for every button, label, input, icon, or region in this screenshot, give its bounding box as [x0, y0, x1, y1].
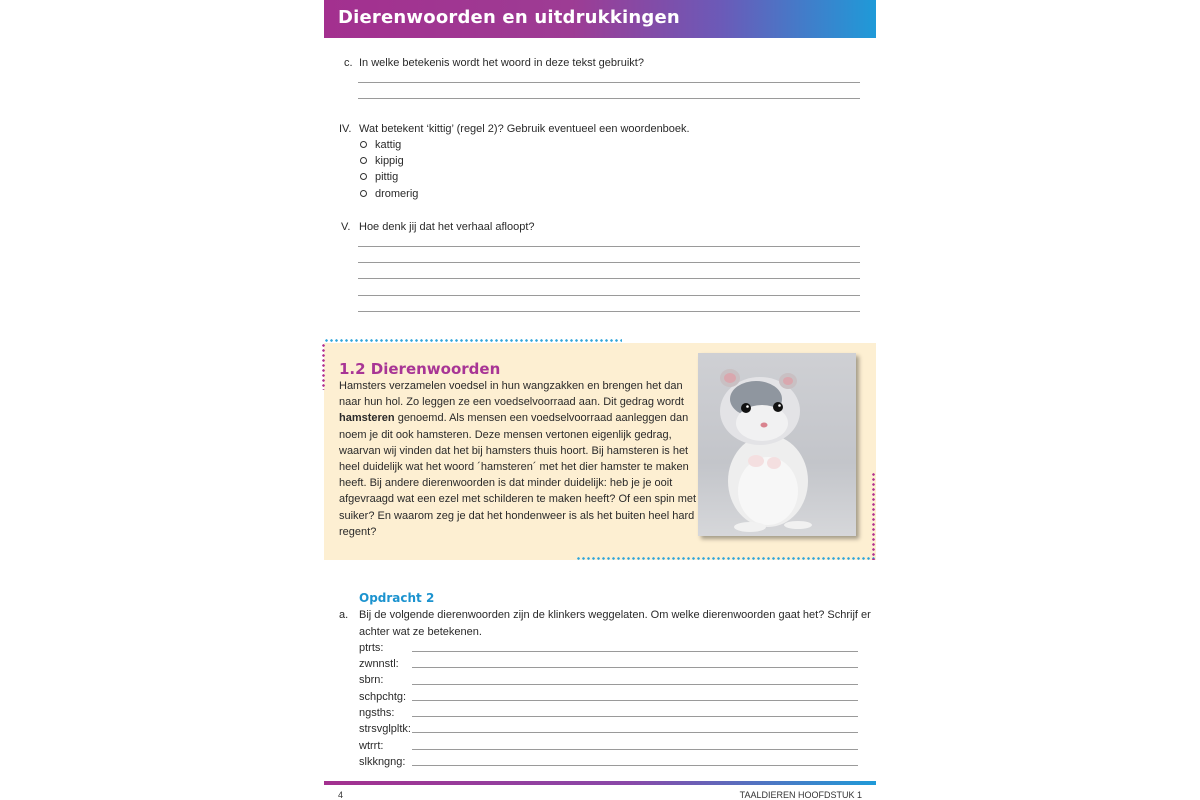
- assignment-marker: a.: [339, 609, 349, 621]
- answer-line[interactable]: [412, 700, 858, 701]
- question-iv-text: Wat betekent ‘kittig’ (regel 2)? Gebruik eventueel een woordenboek.: [359, 123, 690, 135]
- answer-line[interactable]: [412, 765, 858, 766]
- question-c-text: In welke betekenis wordt het woord in deze tekst gebruikt?: [359, 57, 644, 69]
- dotted-border-right: [872, 472, 875, 560]
- paragraph-text-1: Hamsters verzamelen voedsel in hun wangzakken en brengen het dan naar hun hol. Zo leggen ze een voedselvoorraad aan. Dit gedrag wordt: [339, 380, 684, 409]
- radio-option-kattig[interactable]: [360, 141, 367, 148]
- scrambled-word: sbrn:: [359, 674, 384, 686]
- option-label: kippig: [375, 155, 404, 167]
- answer-line[interactable]: [412, 684, 858, 685]
- option-label: dromerig: [375, 188, 419, 200]
- answer-line[interactable]: [412, 651, 858, 652]
- scrambled-word: slkkngng:: [359, 756, 406, 768]
- scrambled-word: zwnnstl:: [359, 658, 399, 670]
- option-label: kattig: [375, 139, 402, 151]
- radio-option-kippig[interactable]: [360, 157, 367, 164]
- question-v-text: Hoe denk jij dat het verhaal afloopt?: [359, 221, 535, 233]
- scrambled-word: strsvglpltk:: [359, 723, 411, 735]
- answer-line[interactable]: [412, 732, 858, 733]
- scrambled-word: ngsths:: [359, 707, 395, 719]
- hamster-icon: [698, 353, 856, 536]
- hamster-photo: [698, 353, 856, 536]
- dotted-border-left: [322, 343, 325, 390]
- page-number: 4: [338, 790, 344, 800]
- radio-option-pittig[interactable]: [360, 173, 367, 180]
- chapter-label: TAALDIEREN HOOFDSTUK 1: [739, 790, 862, 800]
- scrambled-word: ptrts:: [359, 642, 384, 654]
- question-c-marker: c.: [344, 57, 353, 69]
- header-banner: [324, 0, 876, 38]
- answer-line[interactable]: [358, 311, 860, 312]
- scrambled-word: schpchtg:: [359, 691, 407, 703]
- assignment-instruction-1: Bij de volgende dierenwoorden zijn de klinkers weggelaten. Om welke dierenwoorden gaat het? Schrijf er: [359, 609, 871, 621]
- scrambled-word: wtrrt:: [359, 740, 384, 752]
- highlighted-word: hamsteren: [339, 412, 395, 425]
- dotted-border-bottom: [576, 557, 876, 560]
- answer-line[interactable]: [412, 716, 858, 717]
- dotted-border-top: [324, 339, 622, 342]
- radio-option-dromerig[interactable]: [360, 190, 367, 197]
- answer-line[interactable]: [412, 667, 858, 668]
- answer-line[interactable]: [358, 82, 860, 83]
- assignment-title: Opdracht 2: [359, 591, 435, 605]
- question-iv-marker: IV.: [339, 123, 352, 135]
- answer-line[interactable]: [412, 749, 858, 750]
- paragraph-text-2: genoemd. Als mensen een voedselvoorraad aanleggen dan noem je dit ook hamsteren. Deze mensen vertonen eigenlijk gedrag, waarvan wij vinden dat het bij hamsters thuis hoort. Bij hamsteren is het heel duidelijk wat het woord ´hamsteren´ met het dier hamster te maken heeft. Bij andere dierenwoorden is dat minder duidelijk: heb je je ooit afgevraagd wat een ezel met schilderen te maken heeft? Of een spin met suiker? En waarom zeg je dat het hondenweer is als het buiten heel hard regent?: [339, 412, 697, 538]
- answer-line[interactable]: [358, 278, 860, 279]
- question-v-marker: V.: [341, 221, 351, 233]
- answer-line[interactable]: [358, 246, 860, 247]
- worksheet-page: [324, 0, 876, 800]
- option-label: pittig: [375, 171, 399, 183]
- section-paragraph: [339, 378, 699, 540]
- answer-line[interactable]: [358, 295, 860, 296]
- footer-bar: [324, 781, 876, 785]
- answer-line[interactable]: [358, 262, 860, 263]
- section-heading: 1.2 Dierenwoorden: [339, 360, 501, 378]
- answer-line[interactable]: [358, 98, 860, 99]
- assignment-instruction-2: achter wat ze betekenen.: [359, 626, 482, 638]
- page-title: Dierenwoorden en uitdrukkingen: [338, 7, 680, 28]
